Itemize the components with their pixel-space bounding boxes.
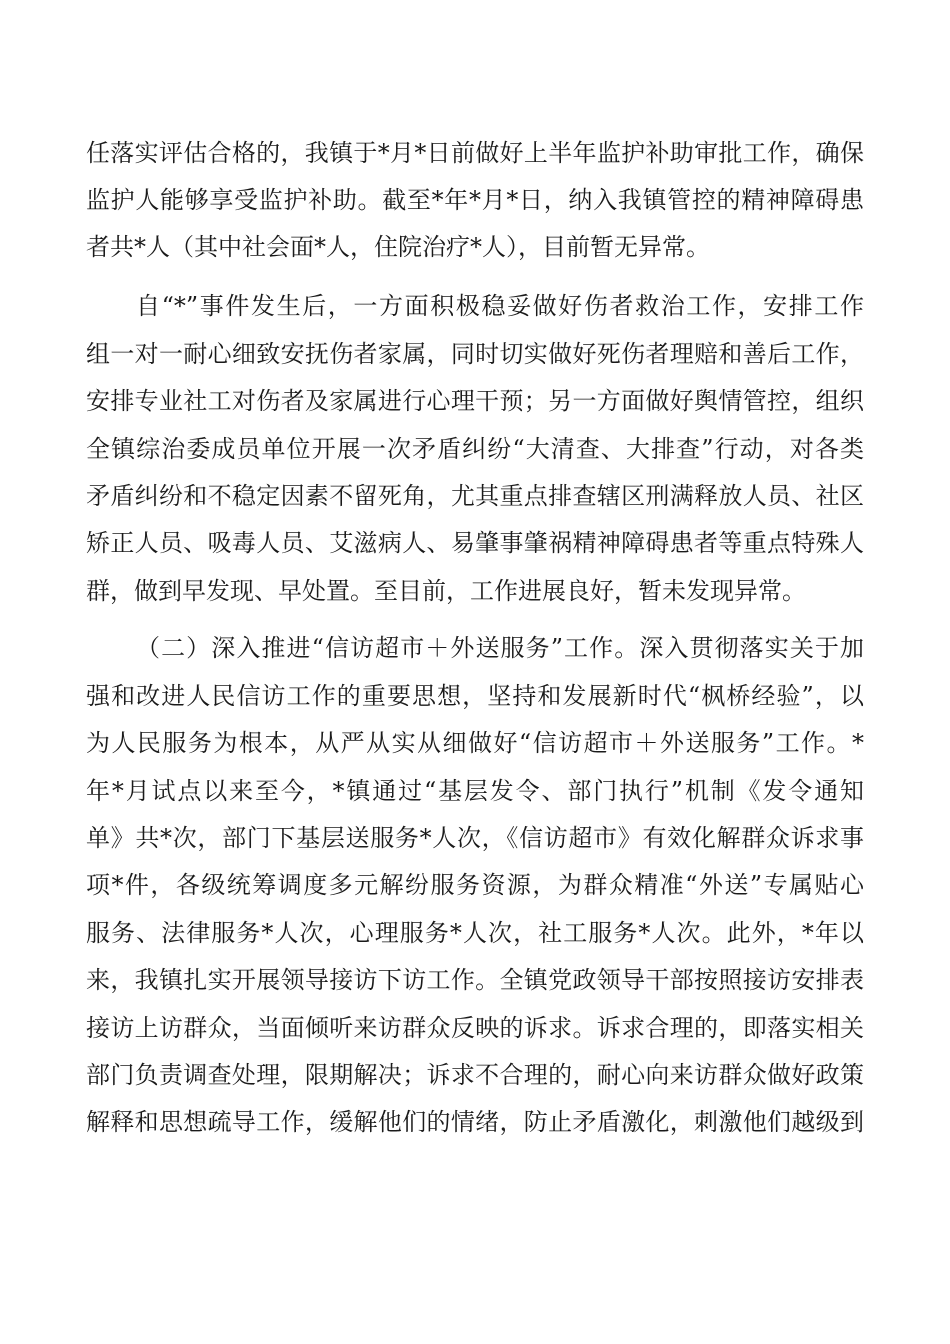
text-line: 来，我镇扎实开展领导接访下访工作。全镇党政领导干部按照接访安排表 — [86, 966, 864, 994]
text-line: 组一对一耐心细致安抚伤者家属，同时切实做好死伤者理赔和善后工作， — [86, 340, 864, 368]
paragraph-first-line: 自“*”事件发生后，一方面积极稳妥做好伤者救治工作，安排工作 — [136, 292, 864, 320]
text-line: 全镇综治委成员单位开展一次矛盾纠纷“大清查、大排查”行动，对各类 — [86, 435, 864, 463]
text-line: 接访上访群众，当面倾听来访群众反映的诉求。诉求合理的，即落实相关 — [86, 1014, 864, 1042]
text-line: 监护人能够享受监护补助。截至*年*月*日，纳入我镇管控的精神障碍患 — [86, 186, 864, 214]
text-line: 群，做到早发现、早处置。至目前，工作进展良好，暂未发现异常。 — [86, 577, 806, 605]
text-line: 矫正人员、吸毒人员、艾滋病人、易肇事肇祸精神障碍患者等重点特殊人 — [86, 529, 864, 557]
text-line: 矛盾纠纷和不稳定因素不留死角，尤其重点排查辖区刑满释放人员、社区 — [86, 482, 864, 510]
text-line: 单》共*次，部门下基层送服务*人次，《信访超市》有效化解群众诉求事 — [86, 824, 864, 852]
text-line: 部门负责调查处理，限期解决；诉求不合理的，耐心向来访群众做好政策 — [86, 1061, 864, 1089]
text-line: 任落实评估合格的，我镇于*月*日前做好上半年监护补助审批工作，确保 — [86, 139, 864, 167]
section-heading-line: （二）深入推进“信访超市＋外送服务”工作。深入贯彻落实关于加 — [136, 634, 864, 662]
text-line: 项*件，各级统筹调度多元解纷服务资源，为群众精准“外送”专属贴心 — [86, 871, 864, 899]
text-line: 者共*人（其中社会面*人，住院治疗*人），目前暂无异常。 — [86, 233, 710, 261]
text-line: 服务、法律服务*人次，心理服务*人次，社工服务*人次。此外，*年以 — [86, 919, 864, 947]
text-line: 强和改进人民信访工作的重要思想，坚持和发展新时代“枫桥经验”，以 — [86, 682, 864, 710]
text-line: 安排专业社工对伤者及家属进行心理干预；另一方面做好舆情管控，组织 — [86, 387, 864, 415]
text-line: 为人民服务为根本，从严从实从细做好“信访超市＋外送服务”工作。* — [86, 729, 864, 757]
text-line: 解释和思想疏导工作，缓解他们的情绪，防止矛盾激化，刺激他们越级到 — [86, 1108, 864, 1136]
text-line: 年*月试点以来至今，*镇通过“基层发令、部门执行”机制《发令通知 — [86, 777, 864, 805]
